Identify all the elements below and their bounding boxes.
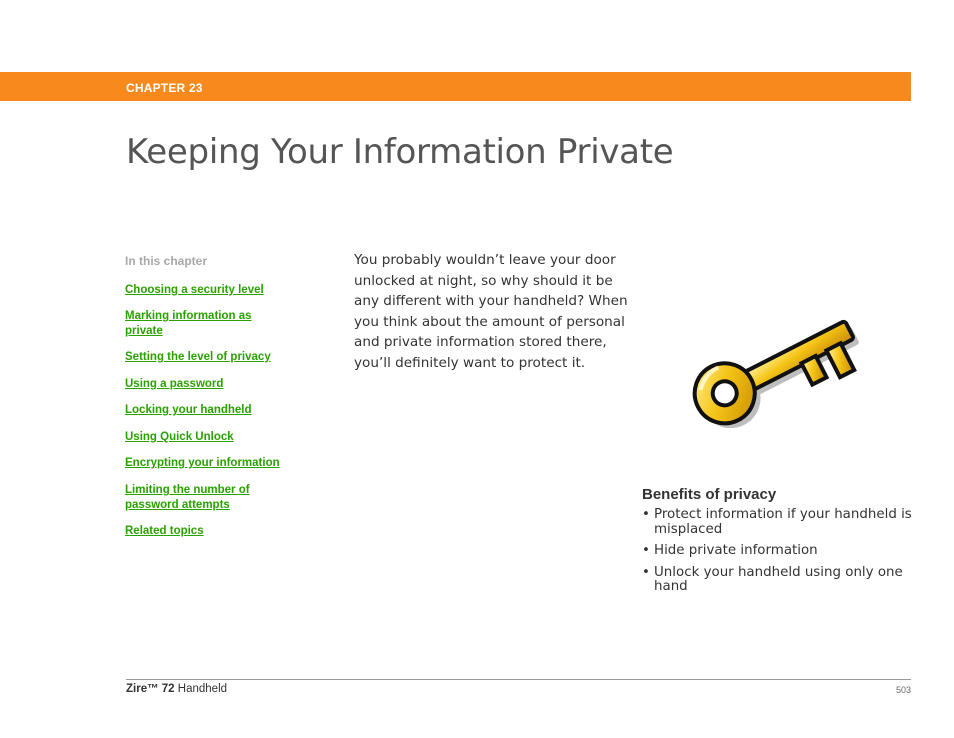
toc-link-setting-privacy-level[interactable]: Setting the level of privacy: [125, 351, 271, 363]
page-title: Keeping Your Information Private: [126, 132, 674, 172]
benefit-item: [642, 544, 912, 559]
toc-link-related-topics[interactable]: Related topics: [125, 525, 204, 537]
bullet-icon: •: [642, 564, 650, 580]
toc-link-choosing-security-level[interactable]: Choosing a security level: [125, 284, 264, 296]
toc-link-encrypting-information[interactable]: Encrypting your information: [125, 457, 280, 469]
toc-link-locking-handheld[interactable]: Locking your handheld: [125, 404, 252, 416]
bullet-icon: •: [642, 507, 650, 522]
benefit-text: Hide private information: [654, 543, 818, 558]
benefit-text: Protect information if your handheld is misplaced: [654, 507, 912, 537]
key-icon: [676, 293, 866, 428]
benefit-item: [642, 566, 912, 595]
benefits-heading: Benefits of privacy: [642, 486, 777, 503]
toc-link-marking-information-private[interactable]: Marking information as private: [125, 310, 252, 337]
chapter-label: CHAPTER 23: [126, 81, 203, 95]
toc-heading: In this chapter: [125, 254, 208, 268]
benefit-item: [642, 508, 912, 537]
toc-link-using-password[interactable]: Using a password: [125, 378, 224, 390]
footer-product-name: [126, 683, 227, 695]
toc-link-limiting-password-attempts[interactable]: Limiting the number of password attempts: [125, 484, 250, 511]
footer-product-brand: Zire™ 72: [126, 683, 175, 695]
footer-product-suffix: Handheld: [177, 683, 228, 695]
intro-paragraph: You probably wouldn’t leave your door unlocked at night, so why should it be any different with your handheld? When you think about the amount of personal and private information stored there, you’ll definitely want to protect it.: [354, 252, 628, 371]
benefit-text: Unlock your handheld using only one hand: [654, 564, 903, 594]
toc-link-using-quick-unlock[interactable]: Using Quick Unlock: [125, 431, 234, 443]
footer-divider: [126, 679, 911, 680]
page-number: 503: [895, 685, 911, 695]
bullet-icon: •: [642, 543, 650, 558]
benefits-list: [642, 508, 912, 602]
